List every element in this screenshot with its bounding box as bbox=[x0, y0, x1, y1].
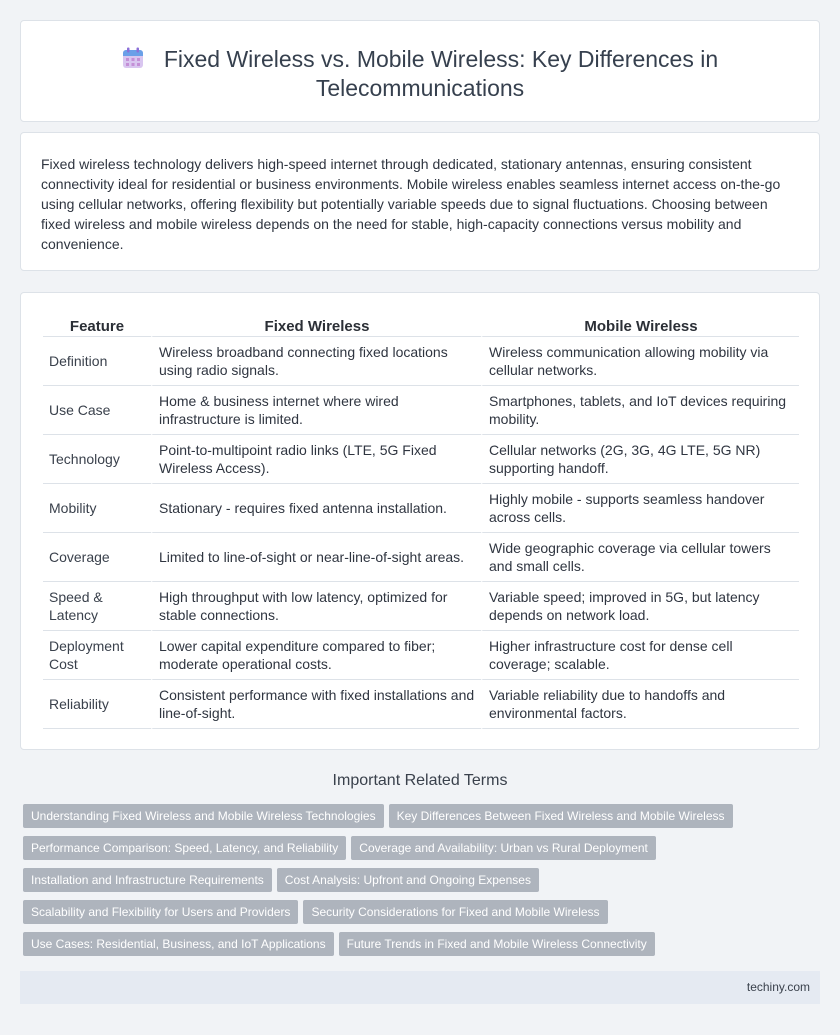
footer bbox=[20, 971, 820, 1004]
table-row bbox=[43, 631, 799, 680]
footer-site-link[interactable]: techiny.com bbox=[746, 980, 810, 994]
page-title bbox=[21, 45, 819, 103]
fixed-cell: Stationary - requires fixed antenna installation. bbox=[151, 484, 481, 533]
fixed-cell: Point-to-multipoint radio links (LTE, 5G Fixed Wireless Access). bbox=[151, 435, 481, 484]
related-term-tag[interactable]: Key Differences Between Fixed Wireless and Mobile Wireless bbox=[389, 804, 733, 828]
related-term-tag[interactable]: Use Cases: Residential, Business, and IoT Applications bbox=[23, 932, 334, 956]
table-row bbox=[43, 386, 799, 435]
feature-cell: Reliability bbox=[43, 680, 151, 729]
related-term-tag[interactable]: Scalability and Flexibility for Users and Providers bbox=[23, 900, 298, 924]
related-term-tag[interactable]: Installation and Infrastructure Requirements bbox=[23, 868, 272, 892]
header-feature: Feature bbox=[43, 317, 151, 337]
tag-row bbox=[23, 804, 813, 836]
related-terms-heading: Important Related Terms bbox=[332, 772, 508, 789]
feature-cell: Technology bbox=[43, 435, 151, 484]
fixed-cell: Lower capital expenditure compared to fiber; moderate operational costs. bbox=[151, 631, 481, 680]
table-row bbox=[43, 533, 799, 582]
feature-cell: Speed & Latency bbox=[43, 582, 151, 631]
table-row bbox=[43, 435, 799, 484]
page-title-text: Fixed Wireless vs. Mobile Wireless: Key Differences in Telecommunications bbox=[163, 46, 719, 101]
comparison-table-card bbox=[20, 292, 820, 750]
related-term-tag[interactable]: Coverage and Availability: Urban vs Rural Deployment bbox=[351, 836, 656, 860]
related-terms-list bbox=[23, 804, 813, 964]
feature-cell: Use Case bbox=[43, 386, 151, 435]
mobile-cell: Smartphones, tablets, and IoT devices requiring mobility. bbox=[481, 386, 799, 435]
mobile-cell: Variable speed; improved in 5G, but latency depends on network load. bbox=[481, 582, 799, 631]
related-term-tag[interactable]: Security Considerations for Fixed and Mobile Wireless bbox=[303, 900, 607, 924]
mobile-cell: Higher infrastructure cost for dense cell coverage; scalable. bbox=[481, 631, 799, 680]
table-row bbox=[43, 582, 799, 631]
fixed-cell: Home & business internet where wired infrastructure is limited. bbox=[151, 386, 481, 435]
feature-cell: Deployment Cost bbox=[43, 631, 151, 680]
fixed-cell: Limited to line-of-sight or near-line-of-sight areas. bbox=[151, 533, 481, 582]
related-term-tag[interactable]: Performance Comparison: Speed, Latency, and Reliability bbox=[23, 836, 346, 860]
table-row bbox=[43, 337, 799, 386]
fixed-cell: Wireless broadband connecting fixed locations using radio signals. bbox=[151, 337, 481, 386]
table-row bbox=[43, 484, 799, 533]
tag-row bbox=[23, 868, 813, 900]
header-mobile-wireless: Mobile Wireless bbox=[481, 317, 799, 337]
tag-row bbox=[23, 900, 813, 932]
header-fixed-wireless: Fixed Wireless bbox=[151, 317, 481, 337]
mobile-cell: Variable reliability due to handoffs and environmental factors. bbox=[481, 680, 799, 729]
mobile-cell: Cellular networks (2G, 3G, 4G LTE, 5G NR) supporting handoff. bbox=[481, 435, 799, 484]
feature-cell: Mobility bbox=[43, 484, 151, 533]
related-term-tag[interactable]: Future Trends in Fixed and Mobile Wireless Connectivity bbox=[339, 932, 655, 956]
table-header-row bbox=[43, 317, 799, 337]
tag-row bbox=[23, 932, 813, 964]
related-term-tag[interactable]: Understanding Fixed Wireless and Mobile Wireless Technologies bbox=[23, 804, 384, 828]
feature-cell: Coverage bbox=[43, 533, 151, 582]
tag-row bbox=[23, 836, 813, 868]
table-row bbox=[43, 680, 799, 729]
feature-cell: Definition bbox=[43, 337, 151, 386]
intro-paragraph: Fixed wireless technology delivers high-speed internet through dedicated, stationary antennas, ensuring consistent connectivity ideal for residential or business environments. Mobile wireless enables seamless internet access on-the-go using cellular networks, offering flexibility but potentially variable speeds due to signal fluctuations. Choosing between fixed wireless and mobile wireless depends on the need for stable, high-capacity connections versus mobility and convenience. bbox=[41, 156, 781, 252]
mobile-cell: Wireless communication allowing mobility via cellular networks. bbox=[481, 337, 799, 386]
mobile-cell: Highly mobile - supports seamless handover across cells. bbox=[481, 484, 799, 533]
mobile-cell: Wide geographic coverage via cellular towers and small cells. bbox=[481, 533, 799, 582]
comparison-table bbox=[43, 317, 799, 729]
related-term-tag[interactable]: Cost Analysis: Upfront and Ongoing Expenses bbox=[277, 868, 539, 892]
fixed-cell: Consistent performance with fixed installations and line-of-sight. bbox=[151, 680, 481, 729]
calendar-icon bbox=[122, 47, 144, 69]
title-card bbox=[20, 20, 820, 122]
intro-card bbox=[20, 132, 820, 271]
fixed-cell: High throughput with low latency, optimized for stable connections. bbox=[151, 582, 481, 631]
